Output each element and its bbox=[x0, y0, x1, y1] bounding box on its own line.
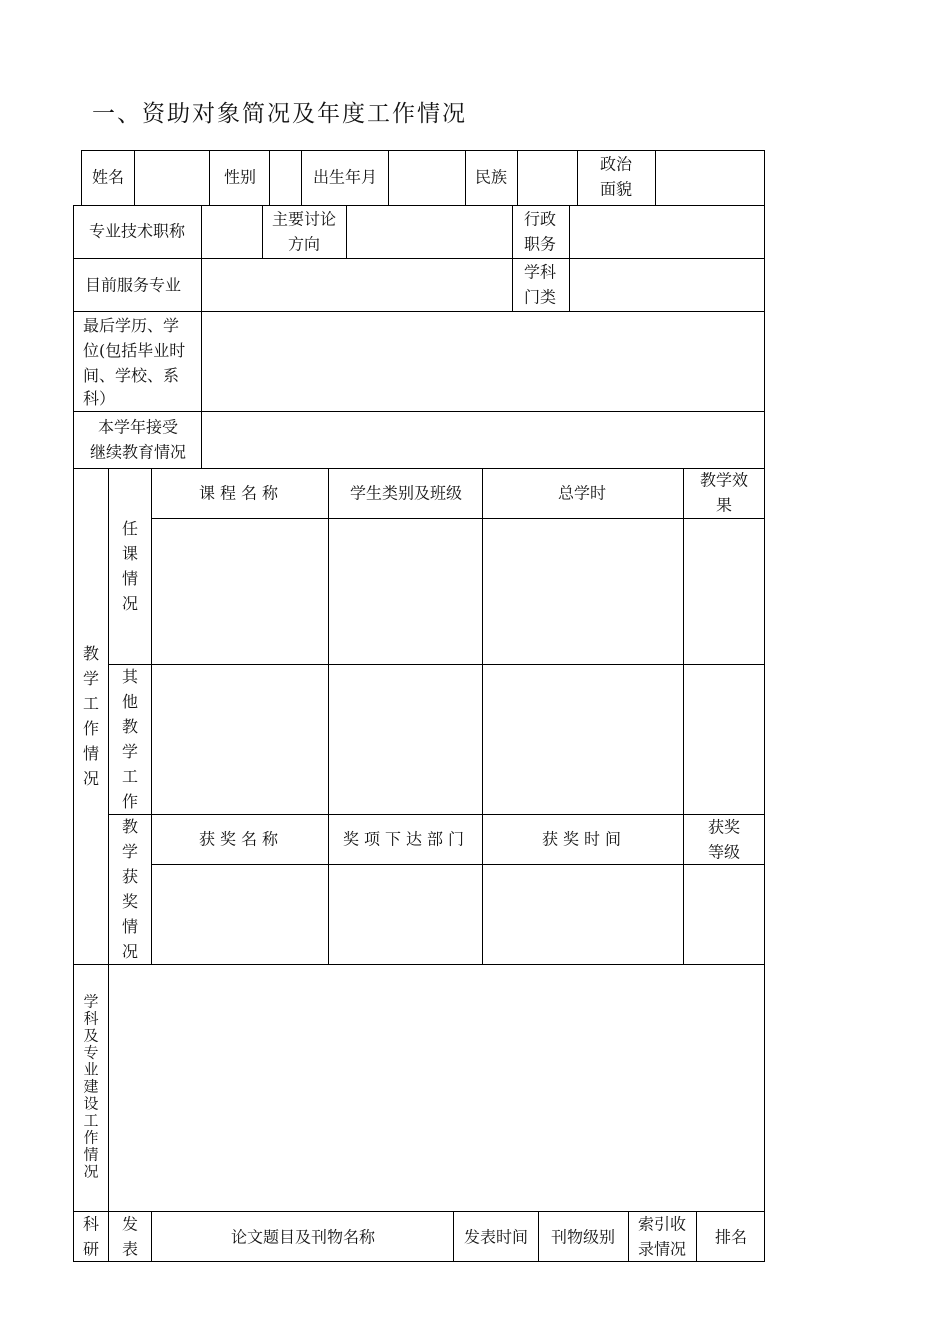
publish-label-line2: 表 bbox=[121, 1239, 139, 1259]
row-basic-info-box bbox=[81, 150, 765, 206]
research-label-line1: 科 bbox=[82, 1214, 100, 1234]
page-title: 一、资助对象简况及年度工作情况 bbox=[92, 101, 467, 127]
publish-label-line1: 发 bbox=[121, 1214, 139, 1234]
col-publish-time: 发表时间 bbox=[463, 1227, 529, 1247]
education-label-line1: 最后学历、学 bbox=[83, 316, 180, 335]
col-course-name: 课程名称 bbox=[198, 483, 284, 503]
ethnicity-label: 民族 bbox=[474, 167, 508, 187]
political-label-line2: 面貌 bbox=[599, 179, 633, 199]
col-journal-level: 刊物级别 bbox=[550, 1227, 616, 1247]
col-award-name: 获奖名称 bbox=[198, 829, 284, 849]
other-teaching-label: 其他教学工作 bbox=[121, 667, 138, 811]
col-effect-line2: 果 bbox=[715, 495, 733, 515]
discipline-label-line2: 门类 bbox=[523, 287, 557, 307]
col-award-time: 获奖时间 bbox=[541, 829, 627, 849]
col-total-hours: 总学时 bbox=[557, 483, 607, 503]
continuing-label-line2: 继续教育情况 bbox=[89, 442, 187, 462]
education-label-line3: 间、学校、系 bbox=[83, 366, 180, 385]
col-student-class: 学生类别及班级 bbox=[349, 483, 463, 503]
col-index-line2: 录情况 bbox=[637, 1239, 687, 1259]
research-label-line1: 主要讨论 bbox=[271, 209, 337, 229]
research-label-line2: 方向 bbox=[287, 234, 321, 254]
col-award-dept: 奖项下达部门 bbox=[342, 829, 470, 849]
education-label-line2: 位(包括毕业时 bbox=[83, 341, 186, 360]
col-award-level-line1: 获奖 bbox=[707, 817, 741, 837]
major-label: 目前服务专业 bbox=[84, 275, 182, 295]
continuing-label-line1: 本学年接受 bbox=[97, 417, 179, 437]
col-index-line1: 索引收 bbox=[637, 1214, 687, 1234]
birth-label: 出生年月 bbox=[312, 167, 378, 187]
gender-label: 性别 bbox=[223, 167, 257, 187]
research-label-line2: 研 bbox=[82, 1239, 100, 1259]
col-paper-title: 论文题目及刊物名称 bbox=[230, 1227, 376, 1247]
education-label-line4: 科） bbox=[83, 389, 116, 408]
discipline-section-label: 学科及专业建设工作情况 bbox=[83, 992, 99, 1181]
name-label: 姓名 bbox=[91, 167, 125, 187]
teaching-awards-label: 教学获奖情况 bbox=[121, 817, 138, 961]
discipline-label-line1: 学科 bbox=[523, 262, 557, 282]
courses-label: 任课情况 bbox=[121, 519, 138, 613]
col-award-level-line2: 等级 bbox=[707, 842, 741, 862]
admin-label-line2: 职务 bbox=[523, 234, 557, 254]
political-label-line1: 政治 bbox=[599, 154, 633, 174]
col-rank: 排名 bbox=[714, 1227, 748, 1247]
teaching-section-label: 教学工作情况 bbox=[82, 644, 99, 788]
col-effect-line1: 教学效 bbox=[699, 470, 749, 490]
admin-label-line1: 行政 bbox=[523, 209, 557, 229]
title-label: 专业技术职称 bbox=[88, 221, 186, 241]
